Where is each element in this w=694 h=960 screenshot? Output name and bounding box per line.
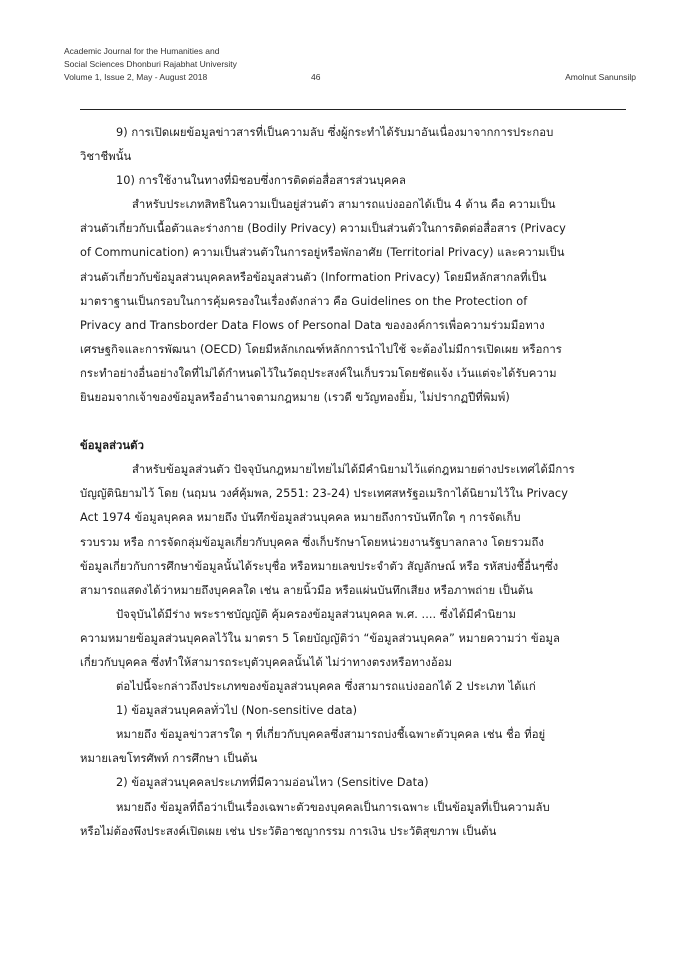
paragraph-line: สำหรับข้อมูลส่วนตัว ปัจจุบันกฎหมายไทยไม่ได้มีคำนิยามไว้แต่กฎหมายต่างประเทศได้มีการ — [132, 463, 575, 477]
paragraph-line: Act 1974 ข้อมูลบุคคล หมายถึง บันทึกข้อมูลส่วนบุคคล หมายถึงการบันทึกใด ๆ การจัดเก็บ — [80, 511, 521, 525]
paragraph-line: เกี่ยวกับบุคคล ซึ่งทำให้สามารถระบุตัวบุคคลนั้นได้ ไม่ว่าทางตรงหรือทางอ้อม — [80, 655, 453, 669]
section-heading: ข้อมูลส่วนตัว — [80, 439, 144, 453]
list-item-10: 10) การใช้งานในทางที่มิชอบซึ่งการติดต่อสื่อสารส่วนบุคคล — [116, 174, 406, 188]
paragraph-line: ยินยอมจากเจ้าของข้อมูลหรืออำนาจตามกฎหมาย (เรวดี ขวัญทองยิ้ม, ไม่ปรากฏปีที่พิมพ์) — [80, 391, 510, 405]
paragraph-line: บัญญัตินิยามไว้ โดย (นฤมน วงศ์คุ้มพล, 2551: 23-24) ประเทศสหรัฐอเมริกาได้นิยามไว้ใน Privacy — [80, 487, 568, 501]
paragraph-line: หมายถึง ข้อมูลข่าวสารใด ๆ ที่เกี่ยวกับบุคคลซึ่งสามารถบ่งชี้เฉพาะตัวบุคคล เช่น ชื่อ ที่อยู่ — [116, 728, 546, 742]
paragraph-line: รวบรวม หรือ การจัดกลุ่มข้อมูลเกี่ยวกับบุคคล ซึ่งเก็บรักษาโดยหน่วยงานรัฐบาลกลาง โดยรวมถึง — [80, 535, 544, 549]
journal-name-line1: Academic Journal for the Humanities and — [64, 46, 220, 56]
paragraph-line: เศรษฐกิจและการพัฒนา (OECD) โดยมีหลักเกณฑ์หลักการนำไปใช้ จะต้องไม่มีการเปิดเผย หรือการ — [80, 342, 562, 356]
journal-name-line2: Social Sciences Dhonburi Rajabhat University — [64, 59, 237, 69]
list-item-2: 2) ข้อมูลส่วนบุคคลประเภทที่มีความอ่อนไหว (Sensitive Data) — [116, 776, 429, 790]
author-name: Amolnut Sanunsilp — [565, 72, 636, 82]
paragraph-line: มาตราฐานเป็นกรอบในการคุ้มครองในเรื่องดังกล่าว คือ Guidelines on the Protection of — [80, 294, 528, 308]
paragraph-line: สำหรับประเภทสิทธิในความเป็นอยู่ส่วนตัว สามารถแบ่งออกได้เป็น 4 ด้าน คือ ความเป็น — [132, 198, 556, 212]
paragraph-line: of Communication) ความเป็นส่วนตัวในการอยู่หรือพักอาศัย (Territorial Privacy) และความเป็น — [80, 246, 565, 260]
list-item-1: 1) ข้อมูลส่วนบุคคลทั่วไป (Non-sensitive data) — [116, 704, 358, 718]
paragraph-line: สามารถแสดงได้ว่าหมายถึงบุคคลใด เช่น ลายนิ้วมือ หรือแผ่นบันทึกเสียง หรือภาพถ่าย เป็นต้น — [80, 583, 533, 597]
journal-volume: Volume 1, Issue 2, May - August 2018 — [64, 72, 208, 82]
paragraph-line: ข้อมูลเกี่ยวกับการศึกษาข้อมูลนั้นได้ระบุชื่อ หรือหมายเลขประจำตัว สัญลักษณ์ หรือ รหัสบ่งชี้อื่นๆซึ่ง — [80, 559, 559, 573]
page-body — [80, 121, 626, 844]
paragraph-line: ปัจจุบันได้มีร่าง พระราชบัญญัติ คุ้มครองข้อมูลส่วนบุคคล พ.ศ. .... ซึ่งได้มีคำนิยาม — [116, 607, 516, 621]
paragraph-line: หมายเลขโทรศัพท์ การศึกษา เป็นต้น — [80, 752, 258, 766]
paragraph-line: ส่วนตัวเกี่ยวกับเนื้อตัวและร่างกาย (Bodily Privacy) ความเป็นส่วนตัวในการติดต่อสื่อสาร (Privacy — [80, 222, 566, 236]
running-header — [64, 45, 644, 84]
page-number: 46 — [311, 72, 321, 82]
paragraph-line: Privacy and Transborder Data Flows of Personal Data ขององค์การเพื่อความร่วมมือทาง — [80, 318, 545, 332]
paragraph-line: ความหมายข้อมูลส่วนบุคคลไว้ใน มาตรา 5 โดยบัญญัติว่า “ข้อมูลส่วนบุคคล” หมายความว่า ข้อมูล — [80, 631, 561, 645]
paragraph-line: ต่อไปนี้จะกล่าวถึงประเภทของข้อมูลส่วนบุคคล ซึ่งสามารถแบ่งออกได้ 2 ประเภท ได้แก่ — [116, 680, 536, 694]
text-line: วิชาชีพนั้น — [80, 150, 132, 164]
paragraph-line: หรือไม่ต้องพึงประสงค์เปิดเผย เช่น ประวัติอาชญากรรม การเงิน ประวัติสุขภาพ เป็นต้น — [80, 824, 497, 838]
list-item-9: 9) การเปิดเผยข้อมูลข่าวสารที่เป็นความลับ ซึ่งผู้กระทำได้รับมาอันเนื่องมาจากการประกอบ — [116, 126, 554, 139]
header-divider — [80, 109, 626, 110]
paragraph-line: กระทำอย่างอื่นอย่างใดที่ไม่ได้กำหนดไว้ในวัตถุประสงค์ในเก็บรวมโดยชัดแจ้ง เว้นแต่จะได้รับความ — [80, 366, 557, 380]
paragraph-line: หมายถึง ข้อมูลที่ถือว่าเป็นเรื่องเฉพาะตัวของบุคคลเป็นการเฉพาะ เป็นข้อมูลที่เป็นความลับ — [116, 800, 550, 814]
paragraph-line: ส่วนตัวเกี่ยวกับข้อมูลส่วนบุคคลหรือข้อมูลส่วนตัว (Information Privacy) โดยมีหลักสากลที่เป็น — [80, 270, 547, 284]
